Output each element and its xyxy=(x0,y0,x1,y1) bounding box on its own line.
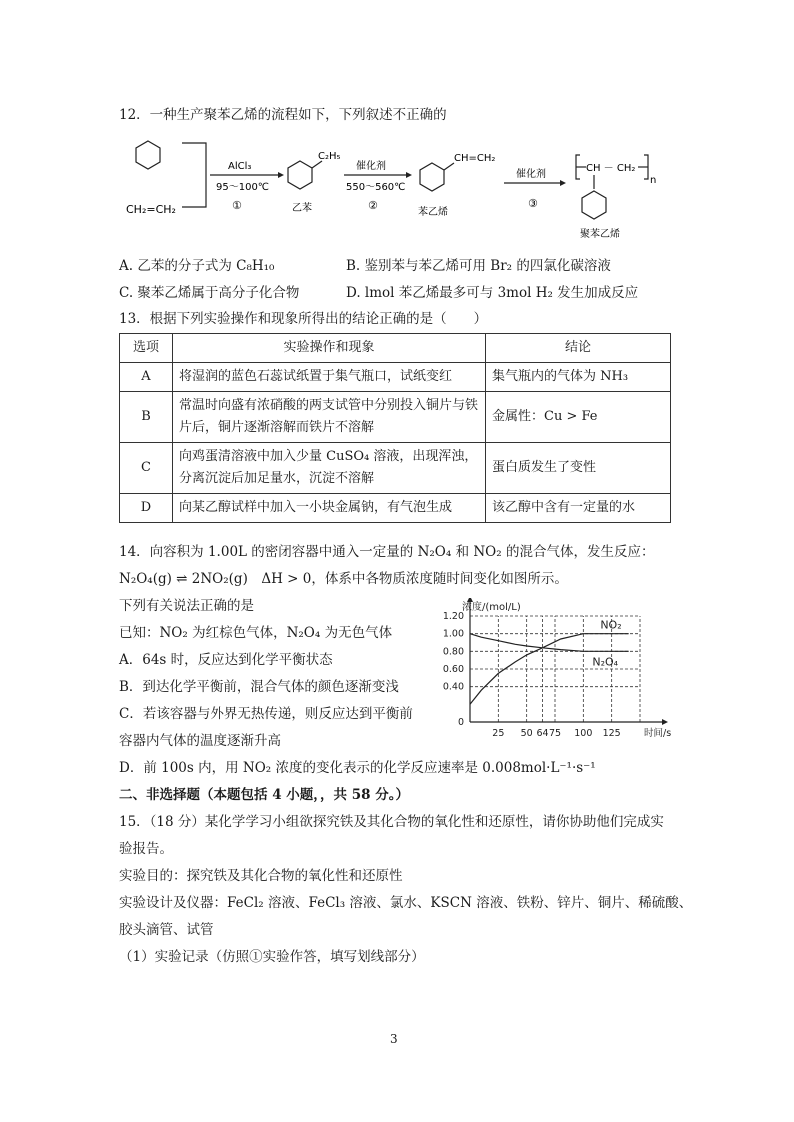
row-label: C xyxy=(120,443,173,494)
x-tick-label: 25 xyxy=(492,728,505,739)
y-tick-label: 1.20 xyxy=(442,611,464,622)
ethylbenzene-substituent: C₂H₅ xyxy=(318,151,341,162)
concentration-time-chart xyxy=(430,598,680,748)
step3-reagent: 催化剂 xyxy=(516,169,546,180)
row-conclusion: 该乙醇中含有一定量的水 xyxy=(486,494,671,523)
x-axis-arrow-icon xyxy=(662,719,668,725)
row-conclusion: 蛋白质发生了变性 xyxy=(486,443,671,494)
header-conclusion: 结论 xyxy=(486,334,671,363)
q13-table xyxy=(119,333,671,523)
x-tick-label: 50 xyxy=(520,728,533,739)
q12-stem: 12．一种生产聚苯乙烯的流程如下，下列叙述不正确的 xyxy=(119,107,447,123)
x-tick-label: 125 xyxy=(602,728,621,739)
ethylene-label: CH₂=CH₂ xyxy=(126,203,176,216)
section2-heading: 二、非选择题（本题包括 4 小题，，共 58 分。） xyxy=(119,787,409,803)
q15-design-line1: 实验设计及仪器：FeCl₂ 溶液、FeCl₃ 溶液、氯水、KSCN 溶液、铁粉、锌片、铜片、稀硫酸、 xyxy=(119,895,693,911)
table-header-row xyxy=(120,334,671,363)
ethylbenzene-name: 乙苯 xyxy=(292,203,312,214)
x-tick-label: 64 xyxy=(536,728,549,739)
row-operation: 常温时向盛有浓硝酸的两支试管中分别投入铜片与铁片后，铜片逐渐溶解而铁片不溶解 xyxy=(173,392,486,443)
row-operation: 向某乙醇试样中加入一小块金属钠，有气泡生成 xyxy=(173,494,486,523)
y-tick-label: 0.60 xyxy=(442,664,464,675)
q15-design-line2: 胶头滴管、试管 xyxy=(119,922,214,938)
row-conclusion: 金属性：Cu > Fe xyxy=(486,392,671,443)
q15-line2: 验报告。 xyxy=(119,841,173,857)
benzene-ring-icon xyxy=(136,141,160,169)
n2o4-series-line xyxy=(470,634,629,652)
row-label: A xyxy=(120,363,173,392)
q14-ask: 下列有关说法正确的是 xyxy=(119,598,254,614)
row-label: D xyxy=(120,494,173,523)
q12-option-c: C. 聚苯乙烯属于高分子化合物 xyxy=(119,285,300,301)
q14-option-a: A．64s 时，反应达到化学平衡状态 xyxy=(119,652,333,668)
q15-line1: 15．（18 分）某化学学习小组欲探究铁及其化合物的氧化性和还原性，请你协助他们完成实 xyxy=(119,814,664,830)
q12-option-d: D. lmol 苯乙烯最多可与 3mol H₂ 发生加成反应 xyxy=(346,285,639,301)
row-conclusion: 集气瓶内的气体为 NH₃ xyxy=(486,363,671,392)
table-row xyxy=(120,363,671,392)
q15-purpose: 实验目的：探究铁及其化合物的氧化性和还原性 xyxy=(119,868,403,884)
polymer-n: n xyxy=(650,175,657,186)
q15-record: （1）实验记录（仿照①实验作答，填写划线部分） xyxy=(119,949,425,965)
q14-reaction: N₂O₄(g) ⇌ 2NO₂(g) ΔH > 0，体系中各物质浓度随时间变化如图所示。 xyxy=(119,571,568,587)
q12-option-a: A. 乙苯的分子式为 C₈H₁₀ xyxy=(119,258,275,274)
y-axis-label: 浓度/(mol/L) xyxy=(462,602,521,613)
step1-condition: 95～100℃ xyxy=(216,182,270,193)
styrene-ring-icon xyxy=(420,163,454,191)
no2-series-line xyxy=(470,634,629,705)
step1-reagent: AlCl₃ xyxy=(228,161,252,172)
styrene-production-scheme xyxy=(120,135,660,245)
table-row xyxy=(120,443,671,494)
x-tick-label: 75 xyxy=(548,728,562,739)
n2o4-series-label: N₂O₄ xyxy=(592,655,619,669)
y-tick-label: 0.40 xyxy=(442,681,464,693)
q14-option-b: B．到达化学平衡前，混合气体的颜色逐渐变浅 xyxy=(119,679,399,695)
q14-known: 已知：NO₂ 为红棕色气体，N₂O₄ 为无色气体 xyxy=(119,625,393,641)
y-tick-label: 0 xyxy=(457,717,464,728)
page-number: 3 xyxy=(390,1032,398,1046)
x-axis-label: 时间/s xyxy=(644,728,672,739)
q12-option-b: B. 鉴别苯与苯乙烯可用 Br₂ 的四氯化碳溶液 xyxy=(346,258,611,274)
step2-reagent: 催化剂 xyxy=(356,161,386,172)
step2-number: ② xyxy=(368,199,378,212)
row-label: B xyxy=(120,392,173,443)
table-row xyxy=(120,494,671,523)
q14-stem: 14．向容积为 1.00L 的密闭容器中通入一定量的 N₂O₄ 和 NO₂ 的混合气体，发生反应： xyxy=(119,544,655,560)
q13-stem: 13．根据下列实验操作和现象所得出的结论正确的是（ ） xyxy=(119,311,488,327)
polymer-name: 聚苯乙烯 xyxy=(580,229,620,240)
step1-number: ① xyxy=(232,199,242,212)
header-option: 选项 xyxy=(120,334,173,363)
q14-option-d: D．前 100s 内，用 NO₂ 浓度的变化表示的化学反应速率是 0.008mol·L⁻¹·s⁻¹ xyxy=(119,760,596,776)
q14-option-c-line1: C．若该容器与外界无热传递，则反应达到平衡前 xyxy=(119,706,413,722)
x-tick-label: 100 xyxy=(574,728,593,739)
polymer-repeat-unit: CH － CH₂ xyxy=(586,163,636,174)
y-tick-label: 0.80 xyxy=(442,646,464,658)
step3-number: ③ xyxy=(528,197,538,210)
row-operation: 将湿润的蓝色石蕊试纸置于集气瓶口，试纸变红 xyxy=(173,363,486,392)
header-operation: 实验操作和现象 xyxy=(173,334,486,363)
row-operation: 向鸡蛋清溶液中加入少量 CuSO₄ 溶液，出现浑浊，分离沉淀后加足量水，沉淀不溶解 xyxy=(173,443,486,494)
step2-condition: 550～560℃ xyxy=(346,182,406,193)
styrene-substituent: CH=CH₂ xyxy=(454,153,496,164)
q14-option-c-line2: 容器内气体的温度逐渐升高 xyxy=(119,733,281,749)
y-tick-label: 1.00 xyxy=(442,628,464,640)
table-row xyxy=(120,392,671,443)
no2-series-label: NO₂ xyxy=(600,618,622,632)
styrene-name: 苯乙烯 xyxy=(418,207,448,218)
ethylbenzene-ring-icon xyxy=(288,161,322,189)
